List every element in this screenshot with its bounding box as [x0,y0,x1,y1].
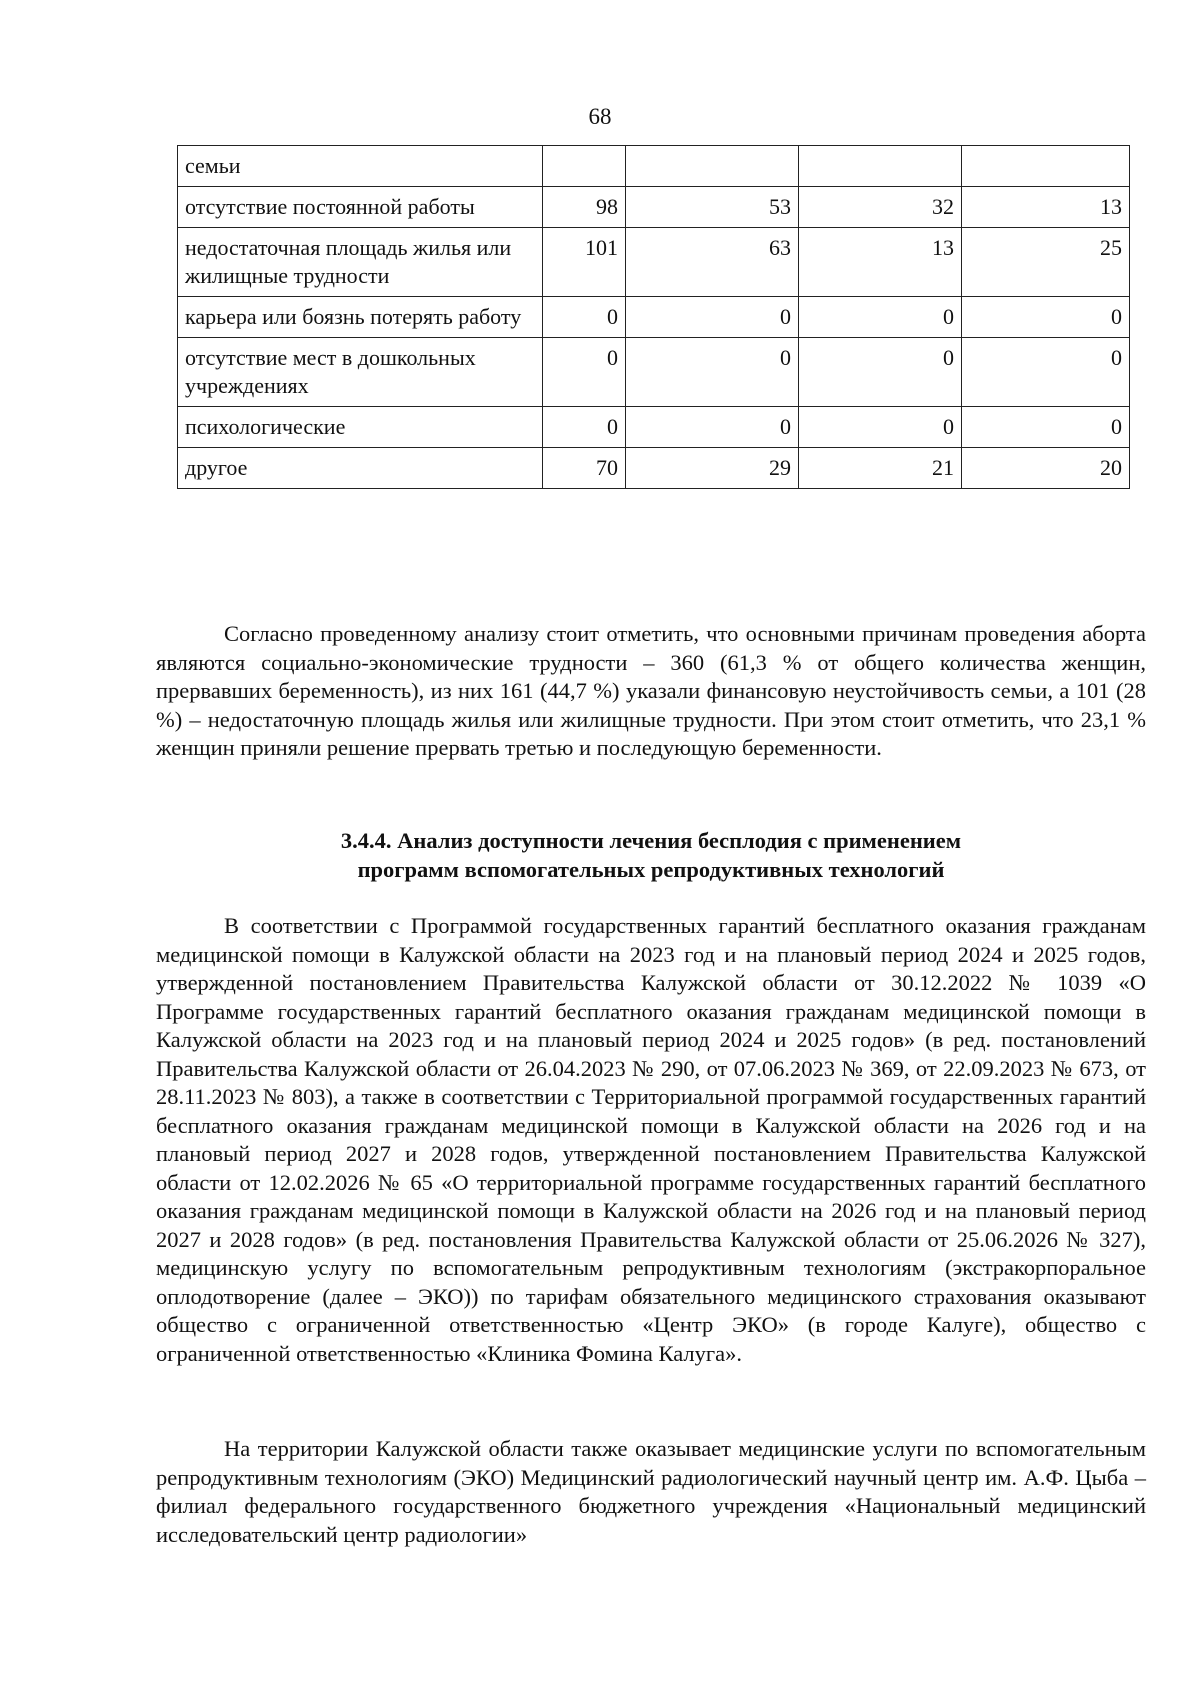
cell-value: 21 [799,448,962,489]
row-label: отсутствие мест в дошкольных учреждениях [178,338,543,407]
cell-value: 0 [626,338,799,407]
table-row [178,297,1130,338]
row-label: карьера или боязнь потерять работу [178,297,543,338]
cell-value: 20 [962,448,1130,489]
cell-value: 0 [962,407,1130,448]
table-row [178,146,1130,187]
table-row [178,338,1130,407]
cell-value: 0 [543,297,626,338]
row-label: психологические [178,407,543,448]
cell-value [962,146,1130,187]
cell-value: 25 [962,228,1130,297]
cell-value: 0 [799,338,962,407]
row-label: недостаточная площадь жилья или жилищные трудности [178,228,543,297]
legal-basis-paragraph: В соответствии с Программой государственных гарантий бесплатного оказания гражданам медицинской помощи в Калужской области на 2023 год и на плановый период 2024 и 2025 годов, утвержденной постановлением Правительства Калужской области от 30.12.2022 № 1039 «О Программе государственных гарантий бесплатного оказания гражданам медицинской помощи в Калужской области на 2023 год и на плановый период 2024 и 2025 годов» (в ред. постановлений Правительства Калужской области от 26.04.2023 № 290, от 07.06.2023 № 369, от 22.09.2023 № 673, от 28.11.2023 № 803), а также в соответствии с Территориальной программой государственных гарантий бесплатного оказания гражданам медицинской помощи в Калужской области на 2026 год и на плановый период 2027 и 2028 годов, утвержденной постановлением Правительства Калужской области от 12.02.2026 № 65 «О территориальной программе государственных гарантий бесплатного оказания гражданам медицинской помощи в Калужской области на 2026 год и на плановый период 2027 и 2028 годов» (в ред. постановления Правительства Калужской области от 25.06.2026 № 327), медицинскую услугу по вспомогательным репродуктивным технологиям (экстракорпоральное оплодотворение (далее – ЭКО)) по тарифам обязательного медицинского страхования оказывают общество с ограниченной ответственностью «Центр ЭКО» (в городе Калуге), общество с ограниченной ответственностью «Клиника Фомина Калуга». [156,913,1146,1366]
cell-value: 0 [799,297,962,338]
cell-value: 70 [543,448,626,489]
section-heading [156,826,1146,884]
table-row [178,228,1130,297]
cell-value [799,146,962,187]
row-label: другое [178,448,543,489]
section-heading-line-1: 3.4.4. Анализ доступности лечения бесплодия с применением [340,828,962,853]
row-label: семьи [178,146,543,187]
analysis-paragraph: Согласно проведенному анализу стоит отметить, что основными причинам проведения аборта являются социально-экономические трудности – 360 (61,3 % от общего количества женщин, прервавших беременность), из них 161 (44,7 %) указали финансовую неустойчивость семьи, а 101 (28 %) – недостаточную площадь жилья или жилищные трудности. При этом стоит отметить, что 23,1 % женщин приняли решение прервать третью и последующую беременности. [156,621,1146,760]
cell-value: 0 [543,338,626,407]
cell-value [543,146,626,187]
cell-value: 101 [543,228,626,297]
cell-value: 0 [626,407,799,448]
table-row [178,187,1130,228]
providers-paragraph: На территории Калужской области также оказывает медицинские услуги по вспомогательным репродуктивным технологиям (ЭКО) Медицинский радиологический научный центр им. А.Ф. Цыба – филиал федерального государственного бюджетного учреждения «Национальный медицинский исследовательский центр радиологии» [156,1436,1146,1547]
cell-value: 0 [799,407,962,448]
cell-value: 13 [799,228,962,297]
row-label: отсутствие постоянной работы [178,187,543,228]
table-row [178,448,1130,489]
page-number: 68 [588,104,612,129]
cell-value: 0 [626,297,799,338]
cell-value: 29 [626,448,799,489]
abortion-reasons-table [177,145,1130,489]
cell-value: 0 [962,338,1130,407]
cell-value: 13 [962,187,1130,228]
section-heading-line-2: программ вспомогательных репродуктивных технологий [357,857,945,882]
cell-value: 98 [543,187,626,228]
cell-value: 53 [626,187,799,228]
cell-value [626,146,799,187]
cell-value: 0 [543,407,626,448]
table-row [178,407,1130,448]
cell-value: 0 [962,297,1130,338]
cell-value: 63 [626,228,799,297]
cell-value: 32 [799,187,962,228]
